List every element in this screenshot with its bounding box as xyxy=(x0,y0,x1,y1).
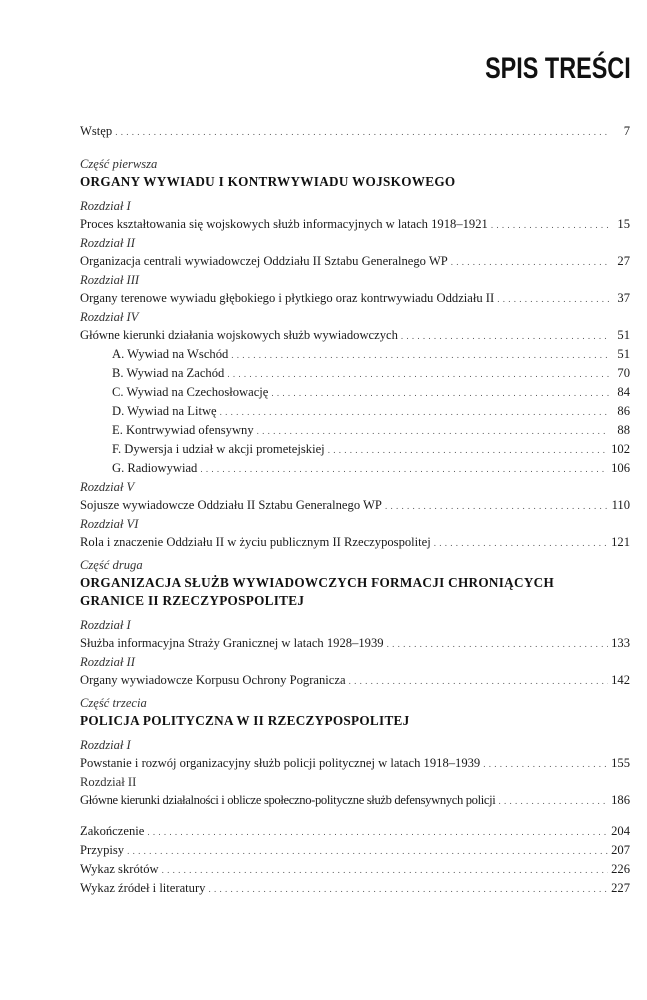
part-title-continued: GRANICE II RZECZYPOSPOLITEJ xyxy=(80,593,305,608)
toc-entry-chapter[interactable] xyxy=(80,754,630,773)
entry-page: 106 xyxy=(611,461,630,475)
chapter-label: Rozdział II xyxy=(80,655,135,669)
chapter-label: Rozdział I xyxy=(80,618,131,632)
dot-leader xyxy=(257,422,609,440)
dot-leader xyxy=(451,253,609,271)
entry-title: E. Kontrwywiad ofensywny xyxy=(112,423,254,437)
dot-leader xyxy=(387,635,609,653)
dot-leader xyxy=(434,534,608,552)
entry-page: 37 xyxy=(617,291,630,305)
entry-title: Powstanie i rozwój organizacyjny służb policji politycznej w latach 1918–1939 xyxy=(80,756,481,770)
entry-title: G. Radiowywiad xyxy=(112,461,198,475)
toc-entry-chapter[interactable] xyxy=(80,252,630,271)
entry-title: Sojusze wywiadowcze Oddziału II Sztabu Generalnego WP xyxy=(80,498,382,512)
entry-title: F. Dywersja i udział w akcji prometejskiej xyxy=(112,442,325,456)
dot-leader xyxy=(483,755,608,773)
entry-title: B. Wywiad na Zachód xyxy=(112,366,225,380)
dot-leader xyxy=(227,365,609,383)
entry-page: 155 xyxy=(611,756,630,770)
toc-entry-end[interactable] xyxy=(80,822,630,841)
entry-page: 7 xyxy=(623,124,630,138)
toc-entry-chapter[interactable] xyxy=(80,496,630,515)
entry-page: 51 xyxy=(617,347,630,361)
dot-leader xyxy=(497,290,609,308)
toc-entry-intro[interactable] xyxy=(80,122,630,141)
toc-entry-end[interactable] xyxy=(80,841,630,860)
entry-title: Proces kształtowania się wojskowych służb informacyjnych w latach 1918–1921 xyxy=(80,217,488,231)
dot-leader xyxy=(200,460,608,478)
toc-entry-subsection[interactable] xyxy=(80,364,630,383)
entry-page: 121 xyxy=(611,535,630,549)
toc-entry-subsection[interactable] xyxy=(80,421,630,440)
part-label: Część pierwsza xyxy=(80,157,158,171)
entry-title: Organizacja centrali wywiadowczej Oddziału II Sztabu Generalnego WP xyxy=(80,254,448,268)
toc-entry-chapter[interactable] xyxy=(80,671,630,690)
chapter-label: Rozdział V xyxy=(80,480,135,494)
entry-page: 84 xyxy=(617,385,630,399)
dot-leader xyxy=(162,861,608,879)
chapter-label: Rozdział IV xyxy=(80,310,139,324)
chapter-label: Rozdział VI xyxy=(80,517,139,531)
toc-entry-chapter[interactable] xyxy=(80,533,630,552)
part-label: Część trzecia xyxy=(80,696,147,710)
entry-page: 133 xyxy=(611,636,630,650)
entry-title: Główne kierunki działania wojskowych służb wywiadowczych xyxy=(80,328,398,342)
part-title: ORGANIZACJA SŁUŻB WYWIADOWCZYCH FORMACJI CHRONIĄCYCH xyxy=(80,575,555,590)
toc-entry-chapter[interactable] xyxy=(80,326,630,345)
entry-title: Służba informacyjna Straży Granicznej w latach 1928–1939 xyxy=(80,636,384,650)
part-title: POLICJA POLITYCZNA W II RZECZYPOSPOLITEJ xyxy=(80,713,410,728)
entry-title: Rola i znaczenie Oddziału II w życiu publicznym II Rzeczypospolitej xyxy=(80,535,431,549)
dot-leader xyxy=(401,327,609,345)
entry-title: Organy terenowe wywiadu głębokiego i płytkiego oraz kontrwywiadu Oddziału II xyxy=(80,291,495,305)
dot-leader xyxy=(127,842,608,860)
entry-page: 227 xyxy=(611,881,630,895)
toc-entry-chapter[interactable] xyxy=(80,215,630,234)
toc-entry-end[interactable] xyxy=(80,879,630,898)
entry-page: 102 xyxy=(611,442,630,456)
toc-entry-chapter[interactable] xyxy=(80,791,630,810)
toc-entry-chapter[interactable] xyxy=(80,634,630,653)
part-title: ORGANY WYWIADU I KONTRWYWIADU WOJSKOWEGO xyxy=(80,174,456,189)
entry-page: 142 xyxy=(611,673,630,687)
dot-leader xyxy=(208,880,608,898)
entry-title: A. Wywiad na Wschód xyxy=(112,347,229,361)
entry-title: Wykaz skrótów xyxy=(80,862,159,876)
chapter-label: Rozdział II xyxy=(80,236,135,250)
entry-page: 27 xyxy=(617,254,630,268)
entry-title: D. Wywiad na Litwę xyxy=(112,404,217,418)
entry-page: 15 xyxy=(617,217,630,231)
dot-leader xyxy=(491,216,609,234)
entry-title: Wykaz źródeł i literatury xyxy=(80,881,206,895)
toc-entry-subsection[interactable] xyxy=(80,459,630,478)
toc-entry-subsection[interactable] xyxy=(80,402,630,421)
dot-leader xyxy=(271,384,609,402)
entry-title: C. Wywiad na Czechosłowację xyxy=(112,385,269,399)
toc-entry-end[interactable] xyxy=(80,860,630,879)
chapter-label: Rozdział I xyxy=(80,738,131,752)
entry-page: 226 xyxy=(611,862,630,876)
dot-leader xyxy=(498,792,608,810)
entry-page: 110 xyxy=(611,498,630,512)
dot-leader xyxy=(328,441,608,459)
table-of-contents xyxy=(80,122,630,898)
dot-leader xyxy=(349,672,609,690)
page-title: SPIS TREŚCI xyxy=(485,52,631,85)
dot-leader xyxy=(231,346,609,364)
entry-page: 88 xyxy=(617,423,630,437)
entry-page: 204 xyxy=(611,824,630,838)
entry-page: 186 xyxy=(611,793,630,807)
chapter-label: Rozdział II xyxy=(80,775,137,789)
toc-entry-subsection[interactable] xyxy=(80,345,630,364)
dot-leader xyxy=(220,403,609,421)
entry-title: Organy wywiadowcze Korpusu Ochrony Pogranicza xyxy=(80,673,346,687)
toc-entry-chapter[interactable] xyxy=(80,289,630,308)
part-label: Część druga xyxy=(80,558,143,572)
dot-leader xyxy=(147,823,608,841)
toc-entry-subsection[interactable] xyxy=(80,383,630,402)
entry-page: 51 xyxy=(617,328,630,342)
entry-title: Zakończenie xyxy=(80,824,145,838)
chapter-label: Rozdział I xyxy=(80,199,131,213)
chapter-label: Rozdział III xyxy=(80,273,140,287)
entry-title: Wstęp xyxy=(80,124,113,138)
toc-entry-subsection[interactable] xyxy=(80,440,630,459)
dot-leader xyxy=(115,123,609,141)
entry-page: 86 xyxy=(617,404,630,418)
entry-page: 207 xyxy=(611,843,630,857)
entry-title: Główne kierunki działalności i oblicze społeczno-polityczne służb defensywnych policji xyxy=(80,793,496,807)
dot-leader xyxy=(385,497,609,515)
entry-title: Przypisy xyxy=(80,843,125,857)
entry-page: 70 xyxy=(617,366,630,380)
